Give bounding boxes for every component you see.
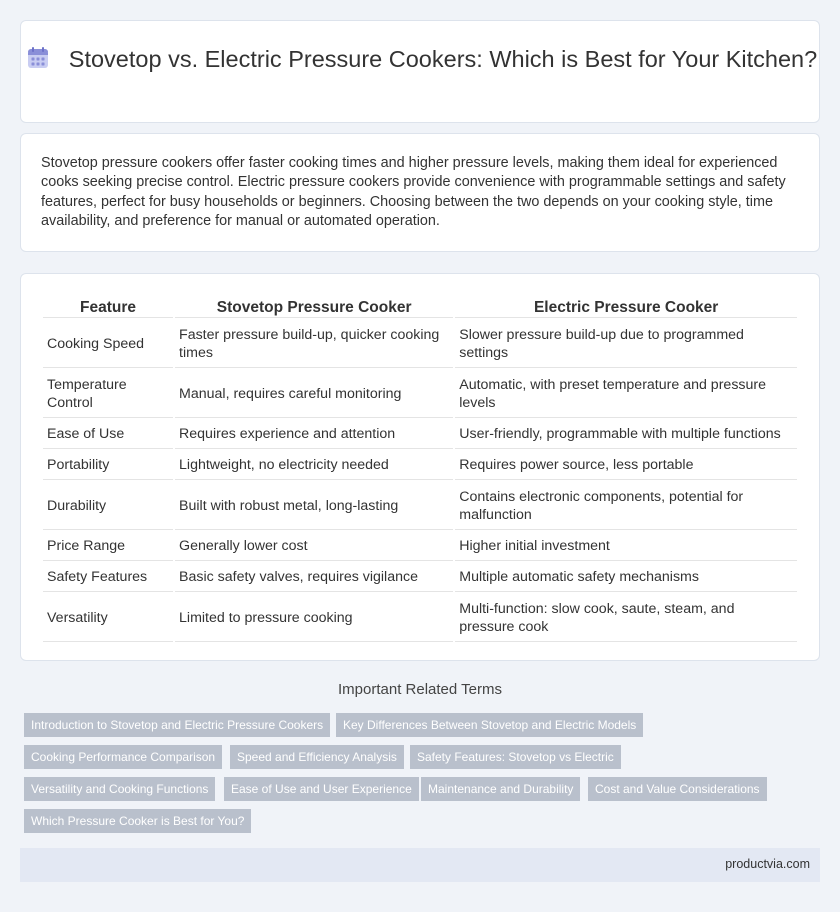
table-header-row	[43, 298, 797, 318]
calendar-icon	[25, 45, 51, 71]
table-cell: Multi-function: slow cook, saute, steam, and pressure cook	[455, 594, 797, 642]
footer-site-link[interactable]: productvia.com	[725, 857, 810, 871]
table-cell: Requires power source, less portable	[455, 451, 797, 480]
table-row	[43, 563, 797, 592]
table-cell: Manual, requires careful monitoring	[175, 370, 453, 418]
header-stovetop: Stovetop Pressure Cooker	[175, 298, 453, 318]
table-cell: Multiple automatic safety mechanisms	[455, 563, 797, 592]
table-cell: Slower pressure build-up due to programmed settings	[455, 320, 797, 368]
related-terms-title: Important Related Terms	[338, 681, 502, 698]
summary-card	[20, 133, 820, 252]
table-cell: Automatic, with preset temperature and pressure levels	[455, 370, 797, 418]
comparison-table	[41, 296, 799, 644]
table-row	[43, 420, 797, 449]
page-title: Stovetop vs. Electric Pressure Cookers: Which is Best for Your Kitchen?	[68, 46, 818, 72]
related-term-tag[interactable]: Safety Features: Stovetop vs Electric	[410, 745, 621, 769]
table-row	[43, 482, 797, 530]
table-cell: Built with robust metal, long-lasting	[175, 482, 453, 530]
table-cell: Contains electronic components, potential for malfunction	[455, 482, 797, 530]
related-term-tag[interactable]: Ease of Use and User Experience	[224, 777, 419, 801]
summary-text: Stovetop pressure cookers offer faster cooking times and higher pressure levels, making them ideal for experienced cooks seeking precise control. Electric pressure cookers provide convenience with programmable settings and safety features, perfect for busy households or beginners. Choosing between the two depends on your cooking style, time availability, and preference for manual or automated operation.	[41, 155, 786, 230]
table-cell: Portability	[43, 451, 173, 480]
header-feature: Feature	[43, 298, 173, 318]
table-row	[43, 370, 797, 418]
table-cell: Price Range	[43, 532, 173, 561]
related-term-tag[interactable]: Maintenance and Durability	[421, 777, 580, 801]
table-cell: Higher initial investment	[455, 532, 797, 561]
table-cell: Faster pressure build-up, quicker cooking times	[175, 320, 453, 368]
title-card	[20, 20, 820, 123]
table-cell: Temperature Control	[43, 370, 173, 418]
related-term-tag[interactable]: Introduction to Stovetop and Electric Pressure Cookers	[24, 713, 330, 737]
related-term-tag[interactable]: Speed and Efficiency Analysis	[230, 745, 404, 769]
related-term-tag[interactable]: Versatility and Cooking Functions	[24, 777, 215, 801]
footer	[20, 848, 820, 882]
header-electric: Electric Pressure Cooker	[455, 298, 797, 318]
related-term-tag[interactable]: Cooking Performance Comparison	[24, 745, 222, 769]
page-title-block	[21, 44, 821, 74]
table-cell: Versatility	[43, 594, 173, 642]
table-row	[43, 594, 797, 642]
table-cell: Ease of Use	[43, 420, 173, 449]
table-row	[43, 532, 797, 561]
table-cell: Cooking Speed	[43, 320, 173, 368]
table-cell: User-friendly, programmable with multiple functions	[455, 420, 797, 449]
comparison-table-card	[20, 273, 820, 661]
related-term-tag[interactable]: Cost and Value Considerations	[588, 777, 767, 801]
table-row	[43, 320, 797, 368]
table-cell: Durability	[43, 482, 173, 530]
table-cell: Limited to pressure cooking	[175, 594, 453, 642]
table-cell: Lightweight, no electricity needed	[175, 451, 453, 480]
table-cell: Generally lower cost	[175, 532, 453, 561]
table-cell: Basic safety valves, requires vigilance	[175, 563, 453, 592]
table-row	[43, 451, 797, 480]
table-cell: Requires experience and attention	[175, 420, 453, 449]
related-term-tag[interactable]: Which Pressure Cooker is Best for You?	[24, 809, 251, 833]
related-term-tag[interactable]: Key Differences Between Stovetop and Electric Models	[336, 713, 643, 737]
table-cell: Safety Features	[43, 563, 173, 592]
